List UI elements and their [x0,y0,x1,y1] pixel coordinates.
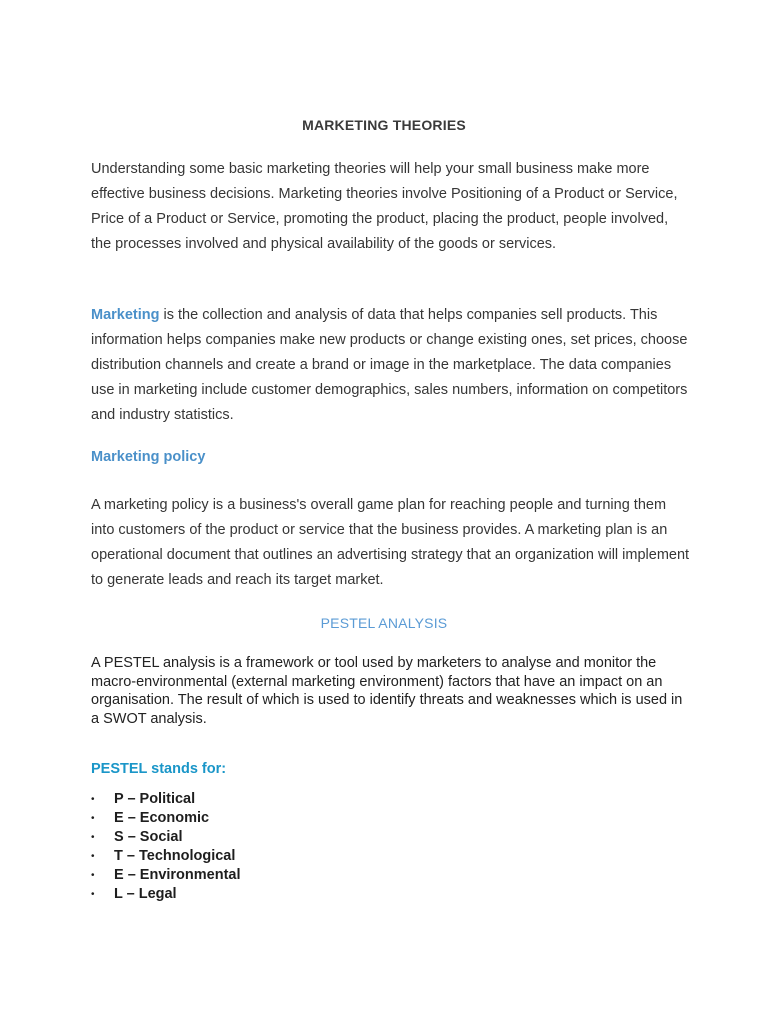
list-item-label: S – Social [114,829,183,845]
bullet-icon: • [91,870,95,881]
marketing-definition-paragraph [91,303,691,428]
list-item-label: P – Political [114,791,196,807]
marketing-policy-paragraph: A marketing policy is a business's overall game plan for reaching people and turning them into customers of the product or service that the business provides. A marketing plan is an operational document that outlines an advertising strategy that an organization will implement to generate leads and reach its target market. [91,497,690,588]
list-item [91,809,241,828]
marketing-definition-text: is the collection and analysis of data that helps companies sell products. This information helps companies make new products or change existing ones, set prices, choose distribution channels and create a brand or image in the marketplace. The data companies use in marketing include customer demographics, sales numbers, information on competitors and industry statistics. [91,307,688,423]
marketing-term: Marketing [91,307,160,323]
pestel-stands-for-heading: PESTEL stands for: [91,761,227,777]
list-item [91,828,241,847]
list-item-label: E – Environmental [114,867,241,883]
bullet-icon: • [91,794,95,805]
list-item [91,790,241,809]
list-item-label: E – Economic [114,810,210,826]
bullet-icon: • [91,851,95,862]
pestel-analysis-paragraph: A PESTEL analysis is a framework or tool used by marketers to analyse and monitor the macro-environmental (external marketing environment) factors that have an impact on an organisation. The result of which is used to identify threats and weaknesses which is used in a SWOT analysis. [91,655,683,727]
bullet-icon: • [91,889,95,900]
list-item [91,847,241,866]
list-item-label: L – Legal [114,886,177,902]
list-item [91,885,241,904]
marketing-policy-heading: Marketing policy [91,449,206,465]
list-item [91,866,241,885]
list-item-label: T – Technological [114,848,236,864]
bullet-icon: • [91,832,95,843]
intro-paragraph: Understanding some basic marketing theories will help your small business make more effective business decisions. Marketing theories involve Positioning of a Product or Service, Price of a Product or Service, promoting the product, placing the product, people involved, the processes involved and physical availability of the goods or services. [91,161,678,252]
document-title: MARKETING THEORIES [302,117,466,133]
pestel-analysis-heading: PESTEL ANALYSIS [320,615,448,631]
bullet-icon: • [91,813,95,824]
pestel-list [91,790,241,904]
